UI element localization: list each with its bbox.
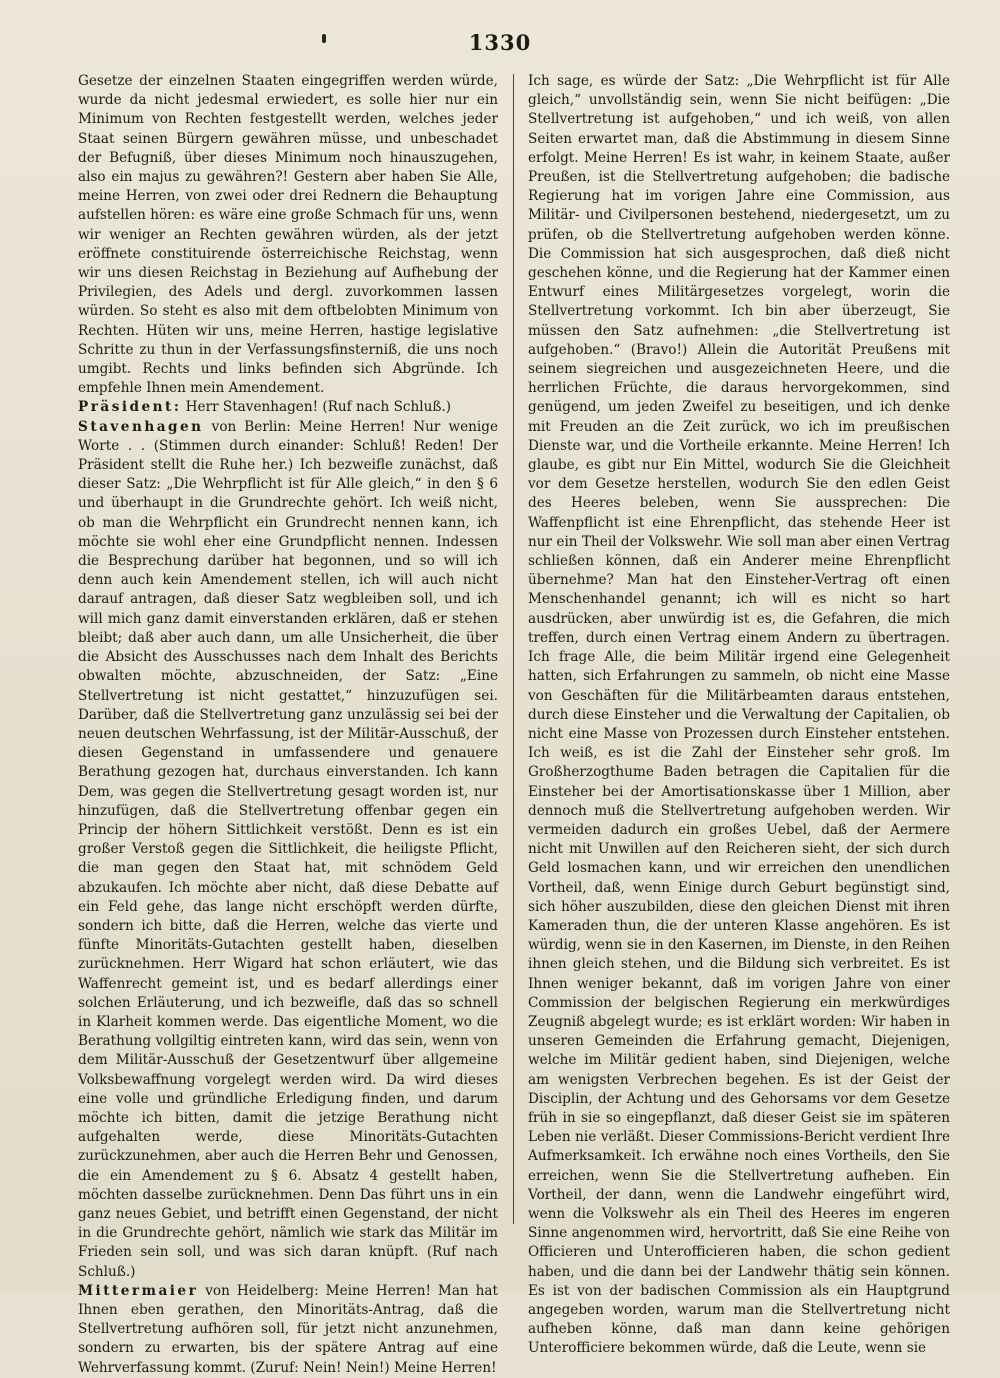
paragraph [78, 418, 498, 1282]
paragraph [528, 72, 950, 1359]
left-column [78, 72, 498, 1378]
paragraph [78, 72, 498, 398]
paragraph-text: Ich sage, es würde der Satz: „Die Wehrpflicht ist für Alle gleich,“ unvollständig sein, wenn Sie nicht beifügen: „Die Stellvertretung ist aufgehoben,“ und ich weiß, von allen Seiten erwartet man, daß die Abstimmung in diesem Sinne erfolgt. Meine Herren! Es ist wahr, in keinem Staate, außer Preußen, ist die Stellvertretung aufgehoben; die badische Regierung hat im vorigen Jahre eine Commission, aus Militär- und Civilpersonen bestehend, niedergesetzt, um zu prüfen, ob die Stellvertretung aufgehoben werden könne. Die Commission hat sich ausgesprochen, daß dieß nicht geschehen könne, und die Regierung hat der Kammer einen Entwurf eines Militärgesetzes vorgelegt, worin die Stellvertretung vorkommt. Ich bin aber überzeugt, Sie müssen den Satz aufnehmen: „die Stellvertretung ist aufgehoben.“ (Bravo!) Allein die Autorität Preußens mit seinem siegreichen und ausgezeichneten Heere, und die herrlichen Früchte, die daraus hervorgekommen, sind genügend, um jeden Zweifel zu beseitigen, und ich denke mit Freuden an die Zeit zurück, wo ich im preußischen Dienste war, und die Vortheile erkannte. Meine Herren! Ich glaube, es gibt nur Ein Mittel, wodurch Sie die Gleichheit vor dem Gesetze herstellen, wodurch Sie den edlen Geist des Heeres beleben, wenn Sie aussprechen: Die Waffenpflicht ist eine Ehrenpflicht, das stehende Heer ist nur ein Theil der Volkswehr. Wie soll man aber einen Vertrag schließen können, daß ein Anderer meine Ehrenpflicht übernehme? Man hat den Einsteher-Vertrag oft einen Menschenhandel genannt; ich will es nicht so hart ausdrücken, aber unwürdig ist es, die Gefahren, die mich treffen, durch einen Vertrag einem Andern zu übertragen. Ich frage Alle, die beim Militär irgend eine Gelegenheit hatten, sich Erfahrungen zu sammeln, ob nicht eine Masse von Geschäften für die Militärbeamten daraus entstehen, durch diese Einsteher und die Verwaltung der Capitalien, ob nicht eine Masse von Prozessen durch Einsteher entstehen. Ich weiß, es ist die Zahl der Einsteher sehr groß. Im Großherzogthume Baden betragen die Capitalien für die Einsteher bei der Amortisationskasse über 1 Million, aber dennoch muß die Stellvertretung aufgehoben werden. Wir vermeiden dadurch ein großes Uebel, daß der Aermere nicht mit Unwillen auf den Reicheren sieht, der sich durch Geld losmachen kann, und wir erreichen den unendlichen Vortheil, daß, wenn Einige durch Geburt begünstigt sind, sich höher auszubilden, diese den gleichen Dienst mit ihren Kameraden thun, die der unteren Klasse angehören. Es ist würdig, wenn sie in den Kasernen, im Dienste, in den Reihen ihnen gleich stehen, und die Bildung sich verbreitet. Es ist Ihnen weniger bekannt, daß im vorigen Jahre von einer Commission der belgischen Regierung ein merkwürdiges Zeugniß abgelegt wurde; es ist erklärt worden: Wir haben in unseren Gemeinden die Erfahrung gemacht, Diejenigen, welche im Militär gedient haben, sind Diejenigen, welche am wenigsten Verbrechen begehen. Es ist der Geist der Disciplin, der Achtung und des Gehorsams vor dem Gesetze früh in sie so eingepflanzt, daß dieser Geist sie im späteren Leben nie verläßt. Dieser Commissions-Bericht verdient Ihre Aufmerksamkeit. Ich erwähne noch eines Vortheils, den Sie erreichen, wenn Sie die Stellvertretung aufheben. Ein Vortheil, der dann, wenn die Landwehr eingeführt wird, wenn die Volkswehr als ein Theil des Heeres im engeren Sinne angenommen wird, hervortritt, daß Sie eine Reihe von Officieren und Unterofficieren haben, die schon gedient haben, und die dann bei der Landwehr thätig sein können. Es ist von der badischen Commission als ein Hauptgrund angegeben worden, warum man die Stellvertretung nicht aufheben könne, daß man dann keine gehörigen Unterofficiere bekommen würde, daß die Leute, wenn sie [528, 73, 950, 1357]
page-number: 1330 [468, 30, 532, 55]
paragraph [78, 1282, 498, 1378]
paragraph [78, 398, 498, 417]
paragraph-text: von Heidelberg: Meine Herren! Man hat Ihnen eben gerathen, den Minoritäts-Antrag, daß die Stellvertretung aufhören soll, für jetzt nicht anzunehmen, sondern zu erwarten, bis der spätere Antrag auf eine Wehrverfassung kommt. (Zuruf: Nein! Nein!) Meine Herren! [78, 1282, 498, 1376]
column-divider [513, 74, 514, 1224]
paragraph-text: Gesetze der einzelnen Staaten eingegriffen werden würde, wurde da nicht jedesmal erwiedert, es solle hier nur ein Minimum von Rechten festgestellt werden, welches jeder Staat seinen Bürgern gewähren müsse, und unbeschadet der Befugniß, über dieses Minimum noch hinauszugehen, also ein majus zu gewähren?! Gestern aber haben Sie Alle, meine Herren, von zwei oder drei Rednern die Behauptung aufstellen hören: es wäre eine große Schmach für uns, wenn wir weniger an Rechten gewähren würden, als der jetzt eröffnete constituirende österreichische Reichstag, wenn wir uns diesen Reichstag in Beziehung auf Aufhebung der Privilegien, des Adels und dergl. zuvorkommen lassen würden. So steht es also mit dem oftbelobten Minimum von Rechten. Hüten wir uns, meine Herren, hastige legislative Schritte zu thun in der Verfassungsfinsterniß, die uns noch umgibt. Rechts und links befinden sich Abgründe. Ich empfehle Ihnen mein Amendement. [78, 73, 498, 397]
speaker-name: Stavenhagen [78, 418, 204, 435]
speaker-name: Mittermaier [78, 1282, 199, 1299]
speaker-name: Präsident: [78, 399, 182, 416]
paragraph-text: Herr Stavenhagen! (Ruf nach Schluß.) [185, 399, 452, 416]
paragraph-text: von Berlin: Meine Herren! Nur wenige Worte . . (Stimmen durch einander: Schluß! Reden! Der Präsident stellt die Ruhe her.) Ich bezweifle zunächst, daß dieser Satz: „Die Wehrpflicht ist für Alle gleich,“ in den § 6 und überhaupt in die Grundrechte gehört. Ich weiß nicht, ob man die Wehrpflicht ein Grundrecht nennen kann, ich möchte sie wohl eher eine Grundpflicht nennen. Indessen die Besprechung darüber hat begonnen, und so will ich denn auch kein Amendement stellen, ich will auch nicht darauf antragen, daß dieser Satz wegbleiben soll, und ich will mich ganz damit einverstanden erklären, daß er stehen bleibt; daß aber auch dann, um alle Unsicherheit, die über die Absicht des Ausschusses nach dem Inhalt des Berichts obwalten möchte, abzuschneiden, der Satz: „Eine Stellvertretung ist nicht gestattet,“ hinzuzufügen sei. Darüber, daß die Stellvertretung ganz unzulässig sei bei der neuen deutschen Wehrfassung, ist der Militär-Ausschuß, der diesen Gegenstand in umfassendere und genauere Berathung gezogen hat, durchaus einverstanden. Ich kann Dem, was gegen die Stellvertretung gesagt worden ist, nur hinzufügen, daß die Stellvertretung offenbar gegen ein Princip der höhern Sittlichkeit verstößt. Denn es ist ein großer Verstoß gegen die Sittlichkeit, die heiligste Pflicht, die man gegen den Staat hat, mit schnödem Geld abzukaufen. Ich möchte aber nicht, daß diese Debatte auf ein Feld gehe, das lange nicht erschöpft werden dürfte, sondern ich bitte, daß die Herren, welche das vierte und fünfte Minoritäts-Gutachten gestellt haben, dieselben zurücknehmen. Herr Wigard hat schon erläutert, wie das Waffenrecht gemeint ist, und es bedarf allerdings einer solchen Erläuterung, und ich bezweifle, daß das so schnell in Klarheit kommen werde. Das eigentliche Moment, wo die Berathung vollgiltig eintreten kann, wird das sein, wenn von dem Militär-Ausschuß der Gesetzentwurf über allgemeine Volksbewaffnung vorgelegt werden wird. Da wird dieses eine volle und gründliche Erledigung finden, und darum möchte ich bitten, damit die jetzige Berathung nicht aufgehalten werde, diese Minoritäts-Gutachten zurückzunehmen, aber auch die Herren Behr und Genossen, die ein Amendement zu § 6. Absatz 4 gestellt haben, möchten dasselbe zurücknehmen. Denn Das führt uns in ein ganz neues Gebiet, und betrifft einen Gegenstand, der nicht in die Grundrechte gehört, nämlich wie stark das Militär im Frieden sein soll, und was sich daran knüpft. (Ruf nach Schluß.) [78, 418, 499, 1280]
right-column [528, 72, 950, 1359]
